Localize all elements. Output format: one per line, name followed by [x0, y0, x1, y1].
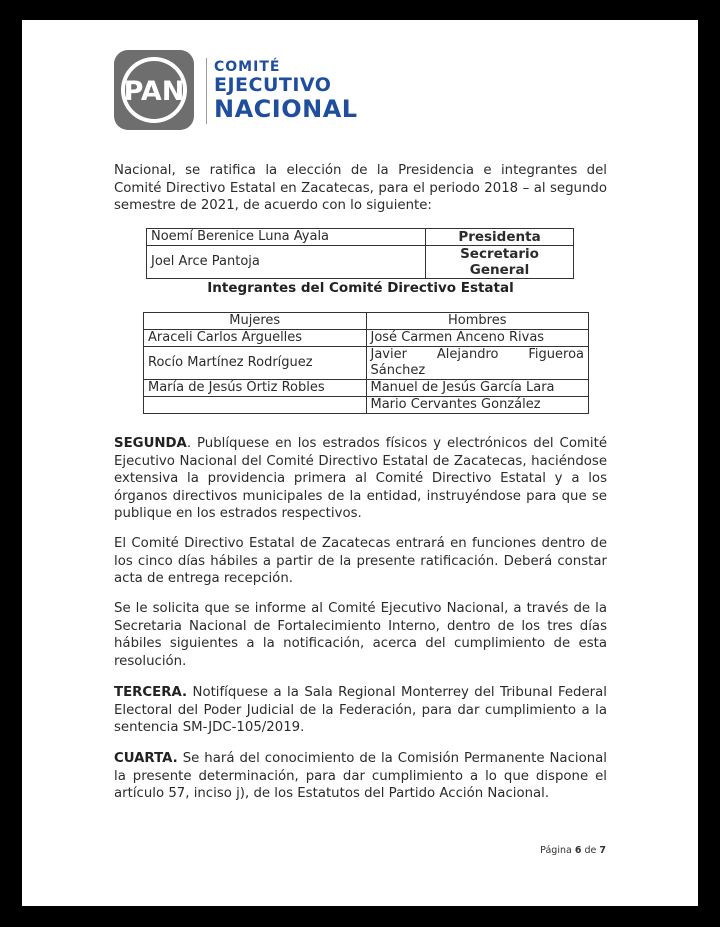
- page-mid: de: [581, 845, 600, 856]
- logo-divider: [206, 58, 207, 124]
- table-cell: Rocío Martínez Rodríguez: [144, 347, 367, 380]
- tercera-label: TERCERA.: [114, 685, 188, 700]
- segunda-text: . Publíquese en los estrados físicos y electrónicos del Comité Ejecutivo Nacional del Comité Directivo Estatal de Zacatecas, haciéndose extensiva la providencia primera al Comité Directivo Estatal y a los órganos directivos municipales de la entidad, instruyéndose para que se publique en los estrados respectivos.: [114, 436, 607, 521]
- table-cell: José Carmen Anceno Rivas: [366, 330, 589, 347]
- table-cell: Mario Cervantes González: [366, 397, 589, 414]
- logo-line-1: COMITÉ: [214, 59, 281, 75]
- table-row: [144, 347, 589, 380]
- leadership-table: [146, 228, 574, 279]
- pan-logo: [114, 50, 414, 130]
- segunda-label: SEGUNDA: [114, 436, 187, 451]
- committee-heading: Integrantes del Comité Directivo Estatal: [207, 280, 514, 296]
- leader-role: Secretario General: [426, 246, 574, 279]
- committee-table: [143, 312, 589, 414]
- cuarta-paragraph: [114, 750, 607, 803]
- leader-name: Noemí Berenice Luna Ayala: [147, 229, 426, 246]
- logo-wordmark: [214, 60, 358, 121]
- leader-role: Presidenta: [426, 229, 574, 246]
- intro-paragraph: Nacional, se ratifica la elección de la Presidencia e integrantes del Comité Directivo Estatal en Zacatecas, para el periodo 2018 – al segundo semestre de 2021, de acuerdo con lo siguiente:: [114, 163, 607, 213]
- cuarta-text: Se hará del conocimiento de la Comisión Permanente Nacional la presente determinación, para dar cumplimiento a lo que dispone el artículo 57, inciso j), de los Estatutos del Partido Acción Nacional.: [114, 751, 607, 801]
- tercera-text: Notifíquese a la Sala Regional Monterrey del Tribunal Federal Electoral del Poder Judicial de la Federación, para dar cumplimiento a la sentencia SM-JDC-105/2019.: [114, 685, 607, 735]
- inform-paragraph: Se le solicita que se informe al Comité Ejecutivo Nacional, a través de la Secretaria Nacional de Fortalecimiento Interno, dentro de los tres días hábiles siguientes a la notificación, acerca del cumplimiento de esta resolución.: [114, 601, 607, 669]
- table-cell: María de Jesús Ortiz Robles: [144, 380, 367, 397]
- document-page: [22, 20, 698, 906]
- page-number: [540, 845, 606, 856]
- logo-line-3: NACIONAL: [214, 95, 358, 123]
- column-header-men: Hombres: [366, 313, 589, 330]
- table-cell: Araceli Carlos Arguelles: [144, 330, 367, 347]
- tercera-paragraph: [114, 684, 607, 737]
- page-prefix: Página: [540, 845, 575, 856]
- table-cell: Javier Alejandro Figueroa Sánchez: [366, 347, 589, 380]
- table-row: [144, 330, 589, 347]
- table-row: [144, 380, 589, 397]
- table-header-row: [144, 313, 589, 330]
- pan-badge-icon: [114, 50, 194, 130]
- badge-text: PAN: [123, 76, 185, 107]
- current-page: 6: [574, 845, 582, 856]
- segunda-paragraph: [114, 435, 607, 523]
- table-row: [147, 246, 574, 279]
- table-row: [144, 397, 589, 414]
- table-cell: [144, 397, 367, 414]
- leader-name: Joel Arce Pantoja: [147, 246, 426, 279]
- table-cell: Manuel de Jesús García Lara: [366, 380, 589, 397]
- total-pages: 7: [599, 845, 606, 856]
- functions-paragraph: El Comité Directivo Estatal de Zacatecas entrará en funciones dentro de los cinco días hábiles a partir de la presente ratificación. Deberá constar acta de entrega recepción.: [114, 536, 607, 586]
- table-row: [147, 229, 574, 246]
- cuarta-label: CUARTA.: [114, 751, 178, 766]
- logo-line-2: EJECUTIVO: [214, 74, 332, 96]
- column-header-women: Mujeres: [144, 313, 367, 330]
